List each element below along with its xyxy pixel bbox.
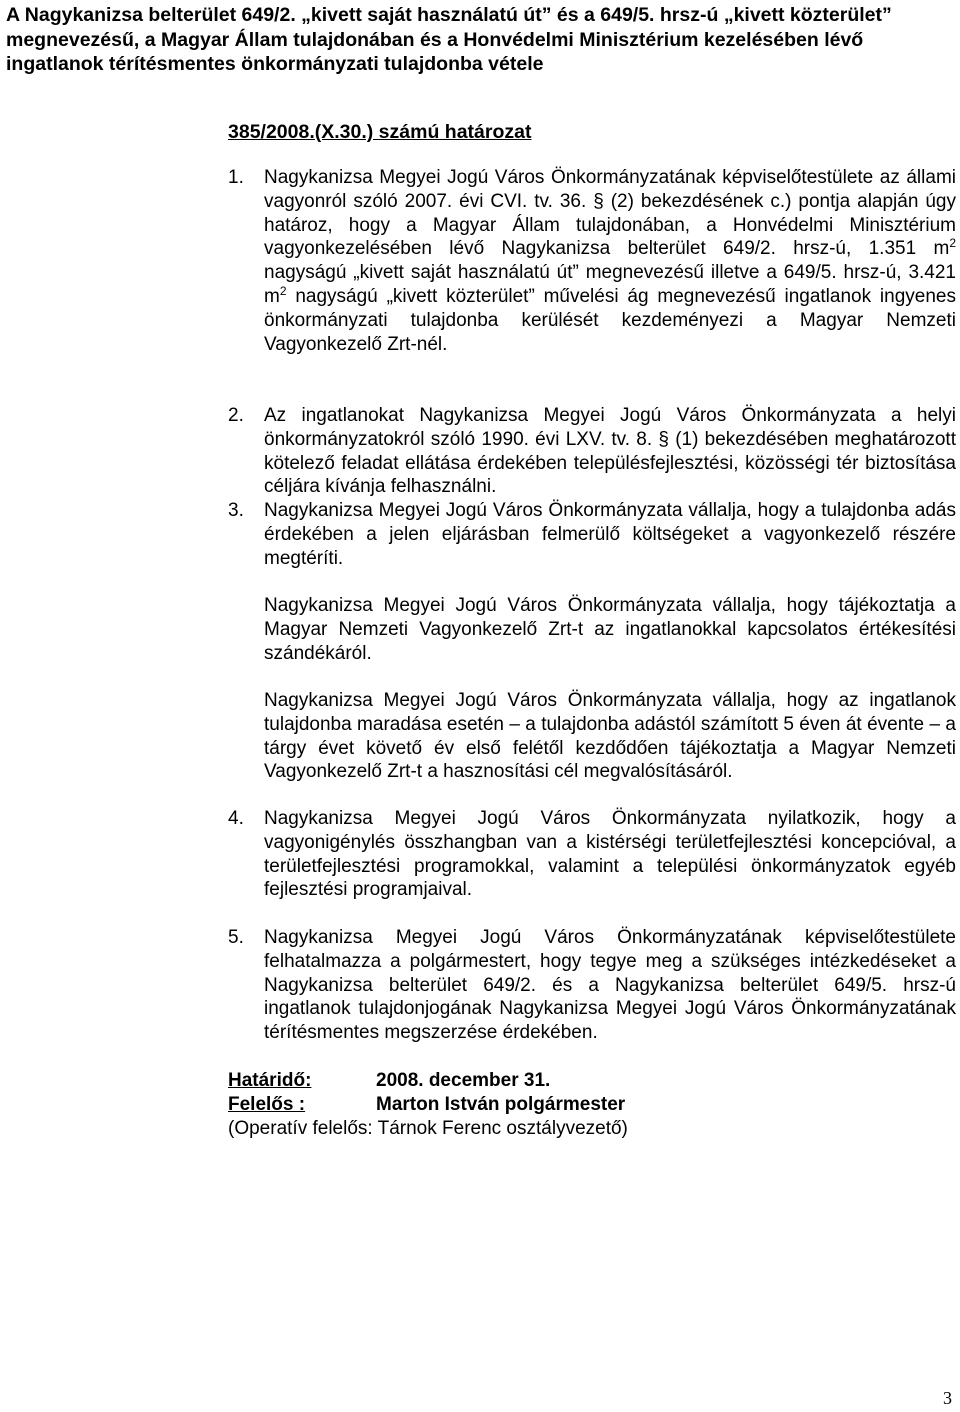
item-text: Az ingatlanokat Nagykanizsa Megyei Jogú Város Önkormányzata a helyi önkormányzatokról szóló 1990. évi LXV. tv. 8. § (1) bekezdésében meghatározott kötelező feladat ellátása érdekében településfejlesztési, közösségi tér biztosítása céljára kívánja felhasználni. <box>264 405 956 498</box>
deadline-label: Határidő: <box>228 1070 312 1091</box>
deadline-value: 2008. december 31. <box>376 1070 551 1091</box>
resolution-title: 385/2008.(X.30.) számú határozat <box>228 121 532 143</box>
item-number: 5. <box>228 927 244 948</box>
item-text: Nagykanizsa Megyei Jogú Város Önkormányzatának képviselőtestülete az állami vagyonról szóló 2007. évi CVI. tv. 36. § (2) bekezdésének c.) pontja alapján úgy határoz, hogy a Magyar Állam tulajdonában, a Honvédelmi Minisztérium vagyonkezelésében lévő Nagykanizsa belterület 649/2. hrsz-ú, 1.351 $m^2$ nagyságú „kivett saját használatú út” megnevezésű illetve a 649/5. hrsz-ú, 3.421 $m^2$ nagyságú „kivett közterület” művelési ág megnevezésű ingatlanok ingyenes önkormányzati tulajdonba kerülését kezdeményezi a Magyar Nemzeti Vagyonkezelő Zrt-nél. <box>264 167 956 355</box>
item-text: Nagykanizsa Megyei Jogú Város Önkormányzatának képviselőtestülete felhatalmazza a polgármestert, hogy tegye meg a szükséges intézkedéseket a Nagykanizsa belterület 649/2. és a Nagykanizsa belterület 649/5. hrsz-ú ingatlanok tulajdonjogának Nagykanizsa Megyei Jogú Város Önkormányzatának térítésmentes megszerzése érdekében. <box>264 927 956 1044</box>
superscript-square: 2 <box>279 283 287 298</box>
item-3-paragraph: Nagykanizsa Megyei Jogú Város Önkormányzata vállalja, hogy az ingatlanok tulajdonba maradása esetén – a tulajdonba adástól számított 5 éven át évente – a tárgy évet követő év első felétől kezdődően tájékoztatja a Magyar Nemzeti Vagyonkezelő Zrt-t a hasznosítási cél megvalósításáról. <box>264 690 956 783</box>
item-number: 4. <box>228 808 244 829</box>
item-text: Nagykanizsa Megyei Jogú Város Önkormányzata nyilatkozik, hogy a vagyonigénylés összhangban van a kistérségi területfejlesztési koncepcióval, a területfejlesztési programokkal, valamint a települési önkormányzatok egyéb fejlesztési programjaival. <box>264 808 956 901</box>
document-heading: A Nagykanizsa belterület 649/2. „kivett saját használatú út” és a 649/5. hrsz-ú „kivett közterület” megnevezésű, a Magyar Állam tulajdonában és a Honvédelmi Minisztérium kezelésében lévő ingatlanok térítésmentes önkormányzati tulajdonba vétele <box>6 4 892 75</box>
superscript-square: 2 <box>949 236 956 251</box>
item-text: Nagykanizsa Megyei Jogú Város Önkormányzata vállalja, hogy a tulajdonba adás érdekében a jelen eljárásban felmerülő költségeket a vagyonkezelő részére megtéríti. <box>264 500 956 569</box>
item-3-paragraph: Nagykanizsa Megyei Jogú Város Önkormányzata vállalja, hogy tájékoztatja a Magyar Nemzeti Vagyonkezelő Zrt-t az ingatlanokkal kapcsolatos értékesítési szándékáról. <box>264 595 956 664</box>
operative-responsible: (Operatív felelős: Tárnok Ferenc osztályvezető) <box>228 1118 628 1139</box>
responsible-value: Marton István polgármester <box>376 1094 626 1115</box>
item-number: 1. <box>228 167 244 188</box>
item-number: 2. <box>228 405 244 426</box>
item-number: 3. <box>228 500 244 521</box>
page-number: 3 <box>943 1388 952 1408</box>
responsible-label: Felelős : <box>228 1094 306 1115</box>
